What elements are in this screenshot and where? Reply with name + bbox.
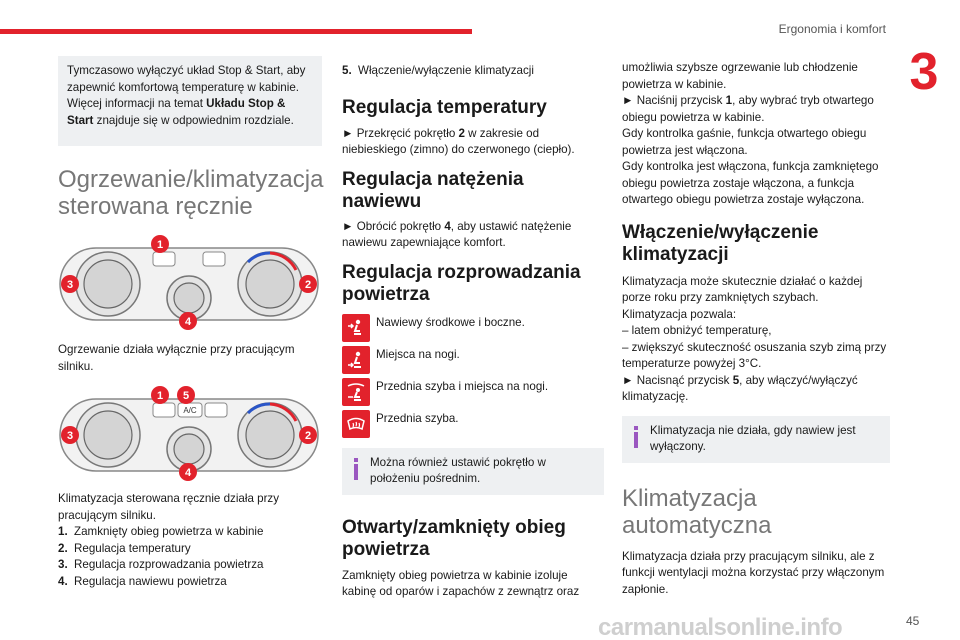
panel2-label-3: 3 bbox=[66, 430, 74, 442]
list-item: 4. Regulacja nawiewu powietrza bbox=[58, 574, 227, 588]
distribution-item bbox=[342, 410, 604, 442]
ac-panel bbox=[58, 385, 320, 481]
note-line-1: Tymczasowo wyłączyć układ Stop & Start, aby zapewnić komfortową temperaturę w kabinie. bbox=[67, 64, 306, 94]
temperature-text: ► Przekręcić pokrętło 2 w zakresie od niebieskiego (zimno) do czerwonego (ciepło). bbox=[342, 126, 575, 156]
ac-text-3: – latem obniżyć temperaturę, bbox=[622, 324, 772, 337]
windscreen-defrost-icon bbox=[342, 410, 370, 438]
column-1 bbox=[58, 56, 322, 590]
note-line-2: Więcej informacji na temat Układu Stop & Start znajduje się w odpowiednim rozdziale. bbox=[67, 97, 294, 127]
face-vent-icon bbox=[342, 314, 370, 342]
list-item-5: 5. Włączenie/wyłączenie klimatyzacji bbox=[342, 64, 534, 77]
heading-distribution: Regulacja rozprowadzania powietrza bbox=[342, 261, 581, 305]
heading-auto-ac: Klimatyzacja automatyczna bbox=[622, 484, 772, 539]
distribution-label: Przednia szyba i miejsca na nogi. bbox=[376, 379, 549, 393]
recirc-button-text: ► Naciśnij przycisk 1, aby wybrać tryb otwartego obiegu powietrza w kabinie. bbox=[622, 94, 874, 124]
ac-text-2: Klimatyzacja pozwala: bbox=[622, 307, 737, 321]
recirculation-text: Zamknięty obieg powietrza w kabinie izoluje kabinę od oparów i zapachów z zewnątrz oraz bbox=[342, 568, 580, 598]
heading-manual-ac: Ogrzewanie/klimatyzacja sterowana ręcznie bbox=[58, 166, 324, 220]
info-icon bbox=[350, 455, 370, 488]
recirc-continued: umożliwia szybsze ogrzewanie lub chłodzenie powietrza w kabinie. bbox=[622, 61, 858, 91]
panel1-caption: Ogrzewanie działa wyłącznie przy pracującym silniku. bbox=[58, 343, 295, 373]
heading-temperature: Regulacja temperatury bbox=[342, 96, 547, 118]
page-number: 45 bbox=[906, 614, 920, 628]
info-box bbox=[622, 416, 890, 463]
panel1-label-1: 1 bbox=[156, 239, 164, 251]
distribution-item bbox=[342, 378, 604, 410]
recirc-indicator-on: Gdy kontrolka jest włączona, funkcja zamkniętego obiegu powietrza zostaje włączona, a funkcja otwartego obiegu powietrza zostaje wyłączona. bbox=[622, 160, 879, 206]
list-item: 1. Zamknięty obieg powietrza w kabinie bbox=[58, 525, 264, 538]
panel2-label-1: 1 bbox=[156, 390, 164, 402]
watermark: carmanualsonline.info bbox=[598, 614, 843, 640]
fan-text: ► Obrócić pokrętło 4, aby ustawić natężenie nawiewu zapewniające komfort. bbox=[342, 219, 572, 249]
heading-recirculation: Otwarty/zamknięty obieg powietrza bbox=[342, 516, 566, 560]
column-3 bbox=[622, 60, 890, 598]
windscreen-feet-icon bbox=[342, 378, 370, 406]
info-icon bbox=[630, 423, 650, 456]
distribution-item bbox=[342, 346, 604, 378]
panel1-label-3: 3 bbox=[66, 279, 74, 291]
list-item: 2. Regulacja temperatury bbox=[58, 541, 191, 555]
header-accent-bar bbox=[0, 29, 472, 34]
info-text: Można również ustawić pokrętło w położeniu pośrednim. bbox=[370, 455, 546, 485]
distribution-label: Nawiewy środkowe i boczne. bbox=[376, 315, 525, 329]
heater-panel bbox=[58, 234, 320, 330]
panel1-label-4: 4 bbox=[184, 316, 192, 328]
heading-fan: Regulacja natężenia nawiewu bbox=[342, 168, 524, 212]
ac-button-text: ► Nacisnąć przycisk 5, aby włączyć/wyłączyć klimatyzację. bbox=[622, 373, 858, 403]
section-title: Ergonomia i komfort bbox=[778, 22, 886, 36]
distribution-label: Miejsca na nogi. bbox=[376, 347, 460, 361]
foot-vent-icon bbox=[342, 346, 370, 374]
recirc-indicator-off: Gdy kontrolka gaśnie, funkcja otwartego obiegu powietrza jest włączona. bbox=[622, 127, 867, 157]
list-item: 3. Regulacja rozprowadzania powietrza bbox=[58, 558, 264, 571]
note-box bbox=[58, 56, 322, 146]
column-2 bbox=[342, 63, 604, 601]
panel1-label-2: 2 bbox=[304, 279, 312, 291]
distribution-label: Przednia szyba. bbox=[376, 411, 459, 425]
chapter-number: 3 bbox=[909, 43, 939, 101]
panel2-caption: Klimatyzacja sterowana ręcznie działa przy pracującym silniku. bbox=[58, 492, 280, 522]
panel2-label-5: 5 bbox=[182, 390, 190, 402]
distribution-list bbox=[342, 314, 604, 442]
heading-ac-toggle: Włączenie/wyłączenie klimatyzacji bbox=[622, 221, 819, 265]
distribution-item bbox=[342, 314, 604, 346]
info-text: Klimatyzacja nie działa, gdy nawiew jest wyłączony. bbox=[650, 423, 856, 453]
info-box bbox=[342, 448, 604, 495]
ac-text-1: Klimatyzacja może skutecznie działać o każdej porze roku przy zamkniętych szybach. bbox=[622, 274, 863, 304]
ac-text-4: – zwiększyć skuteczność osuszania szyb zimą przy temperaturze powyżej 3°C. bbox=[622, 340, 887, 370]
control-list bbox=[58, 524, 322, 590]
panel2-label-2: 2 bbox=[304, 430, 312, 442]
auto-ac-text: Klimatyzacja działa przy pracującym silniku, ale z funkcji wentylacji można korzystać przy włączonym zapłonie. bbox=[622, 549, 885, 596]
ac-button-text: A/C bbox=[183, 406, 197, 415]
panel2-label-4: 4 bbox=[184, 467, 192, 479]
